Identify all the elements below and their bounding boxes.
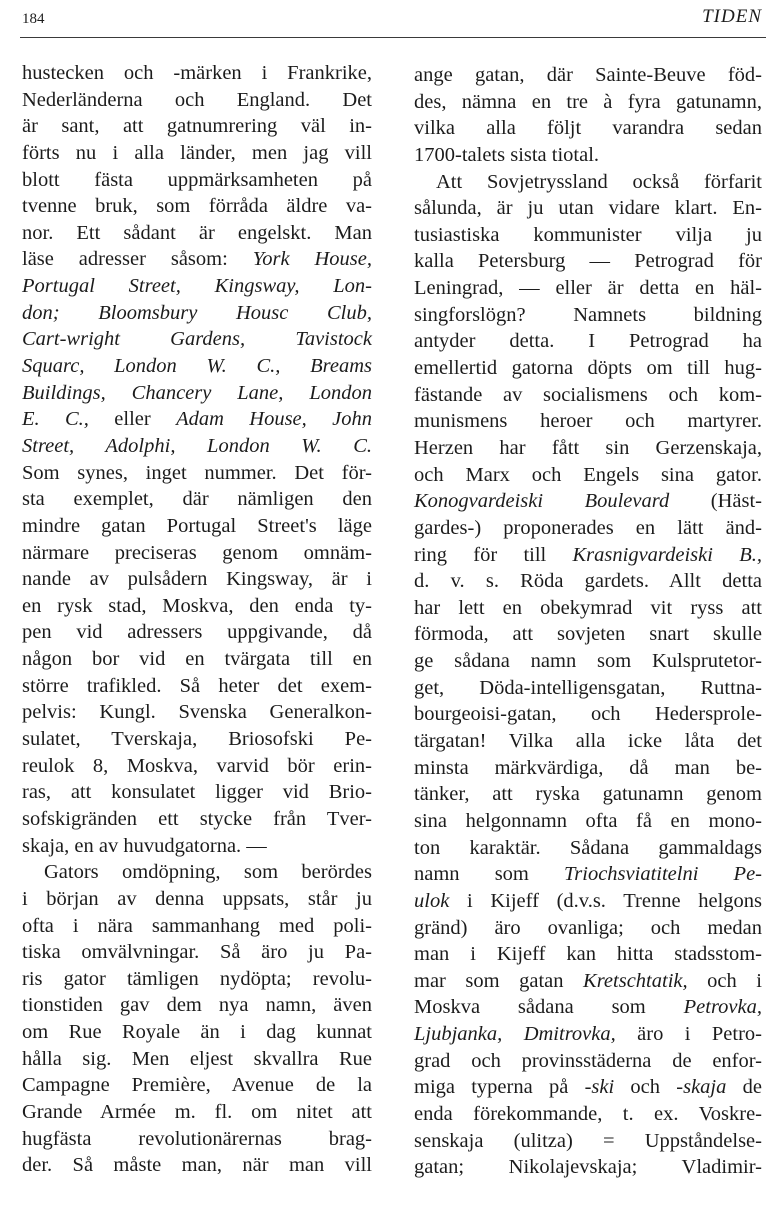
text-run: och i [687, 969, 762, 992]
text-line [414, 808, 762, 835]
text-line [22, 646, 372, 673]
left-column [22, 60, 372, 1179]
text-run: större trafikled. Så heter det exem- [22, 674, 372, 697]
text-run: miga typerna på [414, 1076, 585, 1099]
text-run: Som synes, inget nummer. Det för- [22, 461, 372, 484]
italic-text: -skaja [676, 1076, 727, 1099]
text-line [414, 142, 762, 169]
text-run: och [614, 1076, 677, 1099]
text-run: emellertid gatorna döpts om till hug- [414, 357, 762, 380]
text-run: de [726, 1076, 762, 1099]
text-line [414, 755, 762, 782]
italic-text: Konogvardeiski Boulevard [414, 490, 670, 513]
text-line [22, 1046, 372, 1073]
text-run: gränd) äro ovanliga; och medan [414, 916, 762, 939]
text-line [22, 593, 372, 620]
text-run: Leningrad, — eller är detta en häl- [414, 277, 762, 300]
text-line [22, 779, 372, 806]
italic-text: York House, [252, 248, 372, 271]
text-run: tvenne bruk, som förråda äldre va- [22, 195, 372, 218]
text-line [414, 595, 762, 622]
text-run: senskaja (ulitza) = Uppståndelse- [414, 1129, 762, 1152]
italic-text: E. C., [22, 408, 89, 431]
text-run: har lett en obekymrad vit ryss att [414, 596, 762, 619]
text-line [22, 140, 372, 167]
text-run: tiska omvälvningar. Så äro ju Pa- [22, 941, 372, 964]
italic-text: Kretschtatik, [583, 969, 688, 992]
text-run: Grande Armée m. fl. om nitet att [22, 1100, 372, 1123]
text-run: pen vid adressers uppgivande, då [22, 621, 372, 644]
text-run: eller [88, 408, 177, 431]
text-run: kalla Petersburg — Petrograd för [414, 250, 762, 273]
text-line [414, 222, 762, 249]
text-line [22, 273, 372, 300]
text-line [414, 701, 762, 728]
text-line [22, 619, 372, 646]
text-line [414, 621, 762, 648]
text-line [22, 1099, 372, 1126]
text-line [414, 355, 762, 382]
text-line [22, 60, 372, 87]
text-line [414, 488, 762, 515]
text-run: mindre gatan Portugal Street's läge [22, 514, 372, 537]
text-line [414, 542, 762, 569]
text-run: gatan; Nikolajevskaja; Vladimir- [414, 1156, 762, 1179]
text-line [22, 833, 372, 860]
text-line [22, 699, 372, 726]
italic-text: Triochsviatitelni Pe- [564, 863, 763, 886]
text-line [414, 781, 762, 808]
text-run: om Rue Royale än i dag kunnat [22, 1021, 372, 1044]
text-line [414, 169, 762, 196]
text-line [22, 220, 372, 247]
text-run: ge sådana namn som Kulsprutetor- [414, 650, 762, 673]
text-line [414, 115, 762, 142]
text-line [22, 726, 372, 753]
text-run: Att Sovjetryssland också förfarit [436, 170, 762, 193]
text-run: 1700-talets sista tiotal. [414, 143, 600, 166]
text-run: (Häst- [669, 490, 762, 513]
text-run: reulok 8, Moskva, varvid bör erin- [22, 754, 372, 777]
text-run: skaja, en av huvudgatorna. — [22, 834, 267, 857]
text-line [22, 673, 372, 700]
text-line [414, 382, 762, 409]
text-run: munismens heroer och martyrer. [414, 410, 762, 433]
text-line [414, 62, 762, 89]
text-run: hustecken och -märken i Frankrike, [22, 62, 372, 84]
text-line [414, 435, 762, 462]
text-run: enda förekommande, t. ex. Voskre- [414, 1102, 762, 1125]
text-run: Campagne Première, Avenue de la [22, 1074, 372, 1097]
text-run: Moskva sådana som [414, 996, 684, 1019]
text-run: nande av pulsådern Kingsway, är i [22, 568, 372, 591]
italic-text: Buildings, Chancery Lane, London [22, 381, 372, 404]
journal-title: TIDEN [702, 6, 762, 27]
text-line [22, 540, 372, 567]
text-line [414, 648, 762, 675]
text-line [22, 913, 372, 940]
text-run: hålla sig. Men eljest skvallra Rue [22, 1047, 372, 1070]
text-run: bourgeoisi-gatan, och Hedersprole- [414, 703, 762, 726]
text-run: Nederländerna och England. Det [22, 88, 372, 111]
text-line [22, 380, 372, 407]
text-line [414, 89, 762, 116]
text-run: namn som [414, 863, 565, 886]
text-run: tusiastiska kommunister vilja ju [414, 223, 762, 246]
text-line [414, 462, 762, 489]
text-line [414, 1101, 762, 1128]
italic-text: Squarc, London W. C., Breams [22, 355, 372, 378]
text-run: Herzen har fått sin Gerzenskaja, [414, 436, 762, 459]
italic-text: Adam House, John [176, 408, 372, 431]
text-line [414, 1021, 762, 1048]
text-run: get, Döda-intelligensgatan, Ruttna- [414, 676, 762, 699]
text-line [22, 566, 372, 593]
text-line [22, 460, 372, 487]
text-run: singforslögn? Namnets bildning [414, 303, 762, 326]
text-run: sofskigränden ett stycke från Tver- [22, 807, 372, 830]
text-line [22, 486, 372, 513]
text-line [22, 1072, 372, 1099]
italic-text: don; Bloomsbury Housc Club, [22, 301, 372, 324]
text-line [414, 248, 762, 275]
text-line [414, 302, 762, 329]
text-line [22, 513, 372, 540]
text-line [414, 1074, 762, 1101]
text-run: Gators omdöpning, som berördes [44, 861, 372, 884]
text-run: antyder detta. I Petrograd ha [414, 330, 762, 353]
text-line [22, 246, 372, 273]
text-run: blott fästa uppmärksamheten på [22, 168, 372, 191]
header-rule [20, 37, 766, 38]
text-line [414, 728, 762, 755]
text-line [22, 939, 372, 966]
text-run: mar som gatan [414, 969, 584, 992]
text-run: ring för till [414, 543, 573, 566]
text-line [414, 408, 762, 435]
text-run: d. v. s. Röda gardets. Allt detta [414, 570, 762, 593]
text-line [22, 326, 372, 353]
text-line [414, 195, 762, 222]
text-line [414, 888, 762, 915]
text-run: sålunda, är ju utan vidare klart. En- [414, 197, 762, 220]
right-column [414, 62, 762, 1181]
text-line [414, 328, 762, 355]
text-run: tionstiden gav dem nya namn, även [22, 994, 372, 1017]
text-run: pelvis: Kungl. Svenska Generalkon- [22, 701, 372, 724]
text-line [22, 1126, 372, 1153]
text-run: nor. Ett sådant är engelskt. Man [22, 221, 372, 244]
text-line [414, 941, 762, 968]
text-line [414, 915, 762, 942]
text-run: ofta i nära sammanhang med poli- [22, 914, 372, 937]
text-line [414, 1154, 762, 1181]
text-run: förts nu i alla länder, men jag vill [22, 141, 372, 164]
page-number: 184 [22, 11, 45, 27]
text-run: är sant, att gatnumrering väl in- [22, 115, 372, 138]
text-run: och Marx och Engels sina gator. [414, 463, 762, 486]
text-run: hugfästa revolutionärernas brag- [22, 1127, 372, 1150]
text-run: förmoda, att sovjeten snart skulle [414, 623, 762, 646]
text-line [22, 859, 372, 886]
text-line [22, 806, 372, 833]
italic-text: Street, Adolphi, London W. C. [22, 434, 372, 457]
text-run: ris gator tämligen nydöpta; revolu- [22, 967, 372, 990]
text-line [22, 353, 372, 380]
text-run: ton karaktär. Sådana gammaldags [414, 836, 762, 859]
italic-text: Petrovka, [683, 996, 762, 1019]
italic-text: Portugal Street, Kingsway, Lon- [22, 275, 372, 298]
text-line [22, 966, 372, 993]
text-run: i Kijeff (d.v.s. Trenne helgons [449, 889, 762, 912]
text-line [22, 406, 372, 433]
text-line [414, 568, 762, 595]
text-line [22, 193, 372, 220]
text-run: minsta märkvärdiga, då man be- [414, 756, 762, 779]
text-line [22, 300, 372, 327]
italic-text: ulok [414, 889, 450, 912]
text-run: vilka alla följt varandra sedan [414, 117, 762, 140]
text-run: sina helgonnamn ofta få en mono- [414, 809, 762, 832]
text-run: tänker, att ryska gatunamn genom [414, 783, 762, 806]
text-run: ange gatan, där Sainte-Beuve föd- [414, 64, 762, 86]
text-run: gardes-) proponerades en lätt änd- [414, 516, 762, 539]
text-line [22, 87, 372, 114]
text-run: ras, att konsulatet ligger vid Brio- [22, 781, 372, 804]
text-line [414, 861, 762, 888]
text-line [22, 886, 372, 913]
text-run: en rysk stad, Moskva, den enda ty- [22, 594, 372, 617]
text-line [22, 167, 372, 194]
text-line [414, 515, 762, 542]
text-line [22, 753, 372, 780]
text-line [414, 994, 762, 1021]
text-line [414, 1048, 762, 1075]
text-line [414, 968, 762, 995]
text-run: grad och provinsstäderna de enfor- [414, 1049, 762, 1072]
italic-text: Krasnigvardeiski B., [572, 543, 762, 566]
text-line [414, 275, 762, 302]
text-run: des, nämna en tre à fyra gatunamn, [414, 90, 762, 113]
text-line [414, 835, 762, 862]
text-run: der. Så måste man, när man vill [22, 1154, 372, 1177]
text-line [22, 1019, 372, 1046]
text-run: sta exemplet, där nämligen den [22, 488, 372, 511]
italic-text: -ski [584, 1076, 615, 1099]
text-line [22, 113, 372, 140]
text-run: sulatet, Tverskaja, Briosofski Pe- [22, 728, 372, 751]
text-line [22, 1152, 372, 1179]
italic-text: Cart-wright Gardens, Tavistock [22, 328, 372, 351]
text-run: fästande av socialismens och kom- [414, 383, 762, 406]
text-run: man i Kijeff kan hitta stadsstom- [414, 943, 762, 966]
italic-text: Ljubjanka, Dmitrovka, [414, 1023, 616, 1046]
text-run: närmare preciseras genom omnäm- [22, 541, 372, 564]
text-run: i början av denna uppsats, står ju [22, 887, 372, 910]
text-run: tärgatan! Vilka alla icke låta det [414, 730, 762, 753]
text-line [414, 675, 762, 702]
text-line [22, 433, 372, 460]
text-run: äro i Petro- [615, 1023, 762, 1046]
text-run: läse adresser såsom: [22, 248, 253, 271]
text-run: någon bor vid en tvärgata till en [22, 648, 372, 671]
text-line [414, 1128, 762, 1155]
text-line [22, 992, 372, 1019]
